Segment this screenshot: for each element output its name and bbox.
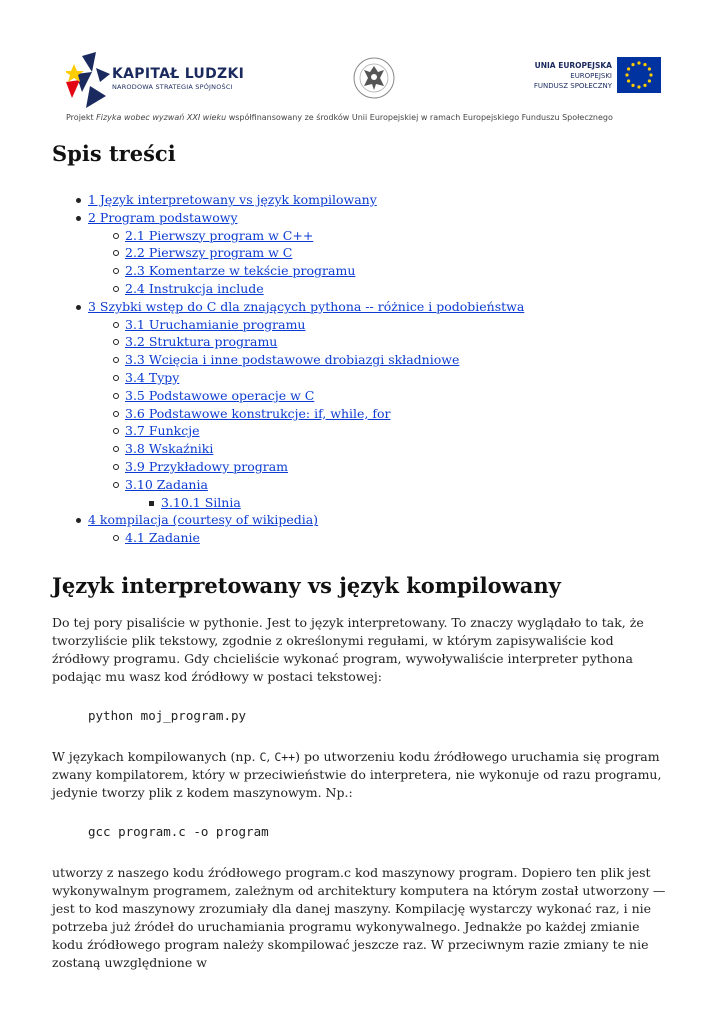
eu-text [500,60,612,91]
toc-bullet-icon [113,428,119,434]
toc-link[interactable]: 3.5 Podstawowe operacje w C [125,387,315,403]
paragraph-2-a: W językach kompilowanych (np. [52,749,260,764]
toc-link[interactable]: 3.1 Uruchamianie programu [125,316,306,332]
kapital-ludzki-title: KAPITAŁ LUDZKI [112,66,245,82]
toc-link[interactable]: 3 Szybki wstęp do C dla znających pythona -- różnice i podobieństwa [88,298,525,314]
toc-bullet-icon [113,268,119,274]
toc-link[interactable]: 3.3 Wcięcia i inne podstawowe drobiazgi składniowe [125,352,460,368]
section-heading: Język interpretowany vs język kompilowany [52,573,561,598]
toc-heading: Spis treści [52,141,176,166]
code-block-1: python moj_program.py [88,708,247,723]
paragraph-2-cpp: C++ [274,750,296,764]
eu-line1: EUROPEJSKI [570,72,612,80]
project-line [66,113,666,122]
toc-link[interactable]: 3.6 Podstawowe konstrukcje: if, while, for [125,405,391,421]
paragraph-2-sep: , [266,749,275,764]
toc-link[interactable]: 4 kompilacja (courtesy of wikipedia) [88,512,319,528]
toc-bullet-icon [113,322,119,328]
toc-link[interactable]: 4.1 Zadanie [125,530,200,546]
kapital-ludzki-logo-icon [66,52,114,110]
eu-title: UNIA EUROPEJSKA [534,61,612,70]
paragraph-3: utworzy z naszego kodu źródłowego program.c kod maszynowy program. Dopiero ten plik jest wykonywalnym programem, zależnym od architektury komputera na którym został utworzony — jest to kod maszynowy zrozumiały dla danej maszyny. Kompilację wystarczy wykonać raz, i nie potrzeba już źródeł do uruchamiania programu wykonywalnego. Jednakże po każdej zmianie kodu źródłowego program należy skompilować jeszcze raz. W przeciwnym razie zmiany te nie zostaną uwzględnione w [52,865,666,970]
toc-bullet-icon [149,501,154,506]
toc-bullet-icon [76,518,81,523]
toc-link[interactable]: 2.3 Komentarze w tekście programu [125,263,356,279]
toc-bullet-icon [113,393,119,399]
toc-bullet-icon [113,375,119,381]
kapital-ludzki-text [112,66,244,92]
toc-bullet-icon [113,535,119,541]
toc-bullet-icon [76,216,81,221]
toc-bullet-icon [113,482,119,488]
kapital-ludzki-subtitle: NARODOWA STRATEGIA SPÓJNOŚCI [112,83,233,91]
code-block-2: gcc program.c -o program [88,824,269,839]
toc-bullet-icon [76,305,81,310]
toc-bullet-icon [113,357,119,363]
paragraph-1: Do tej pory pisaliście w pythonie. Jest to język interpretowany. To znaczy wyglądało to tak, że tworzyliście plik tekstowy, zgodnie z określonymi regułami, w którym zapisywaliście kod źródłowy programu. Gdy chcieliście wykonać program, wywoływaliście interpreter pythona podając mu wasz kod źródłowy w postaci tekstowej: [52,615,644,684]
paragraph-2 [52,748,672,802]
toc-link[interactable]: 3.4 Typy [125,370,180,385]
toc-link[interactable]: 3.2 Struktura programu [125,334,278,350]
toc-bullet-icon [113,250,119,256]
toc-link[interactable]: 3.9 Przykładowy program [125,459,289,474]
project-prefix: Projekt [66,113,97,122]
toc-link[interactable]: 3.10 Zadania [125,476,208,492]
university-seal-icon [352,54,396,102]
header-banner [0,40,725,130]
paragraph-2-c: C [259,750,267,764]
toc-link[interactable]: 1 Język interpretowany vs język kompilowany [88,192,377,207]
toc-link[interactable]: 2.2 Pierwszy program w C [125,245,293,261]
project-suffix: współfinansowany ze środków Unii Europejskiej w ramach Europejskiego Funduszu Społecznego [226,113,613,122]
toc-link[interactable]: 2.1 Pierwszy program w C++ [125,227,314,243]
toc-link[interactable]: 3.10.1 Silnia [161,494,241,510]
toc-link[interactable]: 2 Program podstawowy [88,209,238,225]
eu-flag-icon [617,57,661,93]
eu-line2: FUNDUSZ SPOŁECZNY [533,82,612,90]
toc-bullet-icon [113,286,119,292]
toc-bullet-icon [113,464,119,470]
paragraph-2-b: ) po utworzeniu kodu źródłowego uruchamia się program zwany kompilatorem, który w przeciwieństwie do interpretera, nie wykonuje od razu programu, jedynie tworzy plik z kodem maszynowym. Np.: [52,749,662,800]
toc-link[interactable]: 3.7 Funkcje [125,423,200,439]
toc-bullet-icon [113,233,119,239]
toc-link[interactable]: 3.8 Wskaźniki [125,441,214,457]
toc-bullet-icon [113,339,119,345]
toc-bullet-icon [76,198,81,203]
toc-bullet-icon [113,446,119,452]
toc-link[interactable]: 2.4 Instrukcja include [125,281,264,296]
toc-bullet-icon [113,411,119,417]
project-name: Fizyka wobec wyzwań XXI wieku [96,113,227,122]
